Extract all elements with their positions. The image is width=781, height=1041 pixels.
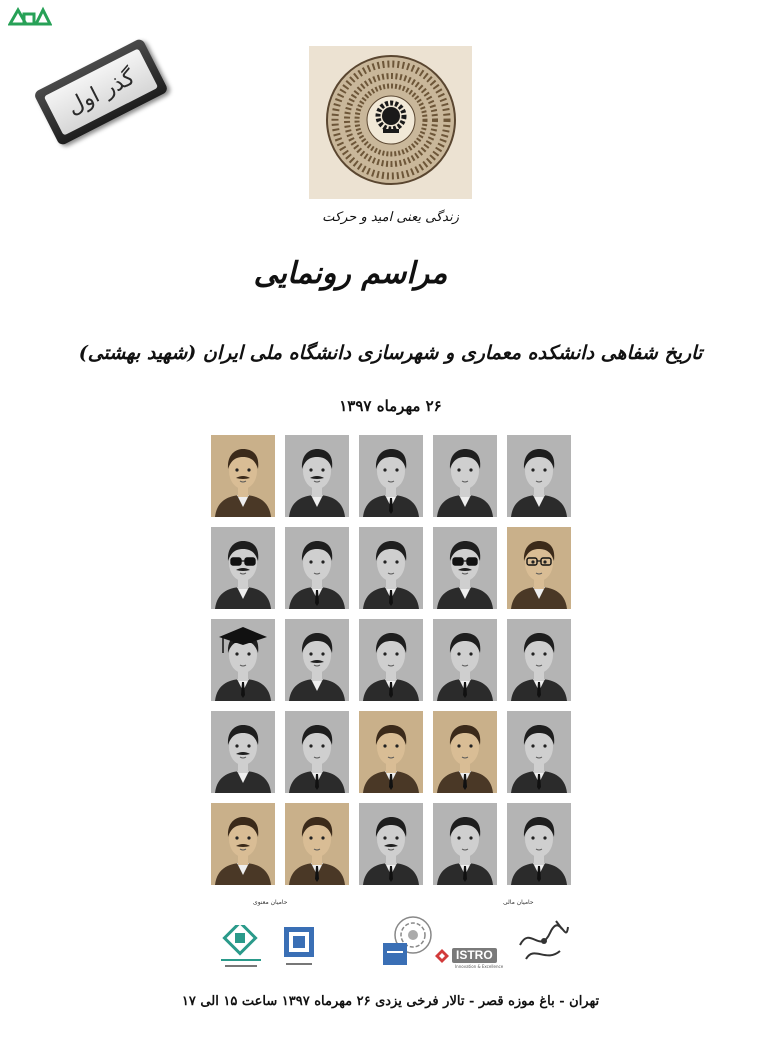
event-title: تاریخ شفاهی دانشکده معماری و شهرسازی دانشگاه ملی ایران (شهید بهشتی) (78, 342, 703, 364)
portrait-photo (211, 435, 275, 517)
flower-logo-icon (381, 913, 437, 969)
portrait-photo (507, 527, 571, 609)
portrait-photo (285, 527, 349, 609)
publisher-logo-icon (8, 6, 52, 28)
portrait-photo (433, 435, 497, 517)
portrait-image-icon (285, 435, 349, 517)
stamp-text: گذر اول (44, 48, 158, 135)
portrait-photo (507, 711, 571, 793)
heritage-logo-icon (219, 925, 263, 977)
portrait-photo (507, 435, 571, 517)
financial-sponsor-logo-3 (516, 915, 572, 971)
calligraphy-logo-icon (516, 915, 572, 971)
spiritual-sponsors-label: حامیان معنوی (253, 899, 288, 906)
portrait-photo (359, 803, 423, 885)
portrait-photo (211, 803, 275, 885)
spiritual-sponsor-logo-1 (219, 925, 263, 977)
portrait-photo (211, 619, 275, 701)
portrait-photo (433, 711, 497, 793)
portrait-image-icon (285, 527, 349, 609)
istro-diamond-icon (435, 949, 449, 963)
portrait-photo (359, 435, 423, 517)
portrait-photo (285, 803, 349, 885)
stamp-badge (33, 38, 169, 147)
portrait-photo (285, 619, 349, 701)
portrait-photo (285, 711, 349, 793)
portrait-photo (359, 711, 423, 793)
portrait-image-icon (433, 435, 497, 517)
istro-subtitle: Innovation & Excellence (455, 964, 504, 969)
portrait-photo (433, 619, 497, 701)
portrait-image-icon (359, 619, 423, 701)
financial-sponsor-logo-1 (381, 913, 437, 969)
portrait-image-icon (285, 803, 349, 885)
event-date: ۲۶ مهرماه ۱۳۹۷ (339, 397, 442, 415)
portrait-image-icon (359, 711, 423, 793)
portrait-image-icon (507, 435, 571, 517)
istro-wordmark: ISTRO (452, 948, 497, 963)
portrait-image-icon (359, 803, 423, 885)
portrait-photo (211, 711, 275, 793)
portrait-photo (359, 527, 423, 609)
portrait-photo (359, 619, 423, 701)
portrait-photo (285, 435, 349, 517)
spiritual-sponsor-logo-2 (282, 925, 316, 973)
pattern-logo-icon (282, 925, 316, 973)
portrait-photo (507, 619, 571, 701)
portrait-image-icon (433, 527, 497, 609)
portrait-image-icon (433, 619, 497, 701)
portrait-image-icon (507, 711, 571, 793)
portrait-image-icon (433, 711, 497, 793)
event-location-footer: تهران - باغ موزه قصر - تالار فرخی یزدی ۲۶ مهرماه ۱۳۹۷ ساعت ۱۵ الی ۱۷ (181, 994, 600, 1009)
portrait-photo (507, 803, 571, 885)
portrait-image-icon (507, 527, 571, 609)
portrait-photo (433, 527, 497, 609)
portrait-image-icon (359, 527, 423, 609)
portrait-image-icon (359, 435, 423, 517)
motto-text: زندگی یعنی امید و حرکت (322, 210, 459, 225)
portrait-image-icon (433, 803, 497, 885)
corner-publisher-logo[interactable] (8, 6, 52, 36)
portrait-image-icon (211, 527, 275, 609)
portrait-image-icon (211, 619, 275, 701)
portrait-image-icon (285, 711, 349, 793)
financial-sponsors-label: حامیان مالی (503, 899, 534, 906)
portrait-image-icon (211, 711, 275, 793)
portrait-image-icon (507, 803, 571, 885)
portrait-image-icon (507, 619, 571, 701)
portrait-image-icon (211, 435, 275, 517)
financial-sponsor-istro (435, 948, 504, 969)
portrait-photo (433, 803, 497, 885)
portrait-image-icon (211, 803, 275, 885)
emblem-medallion-icon (309, 46, 472, 199)
ceremony-title: مراسم رونمایی (253, 256, 448, 291)
portrait-grid (211, 435, 571, 885)
university-emblem (309, 46, 472, 199)
portrait-photo (211, 527, 275, 609)
portrait-image-icon (285, 619, 349, 701)
